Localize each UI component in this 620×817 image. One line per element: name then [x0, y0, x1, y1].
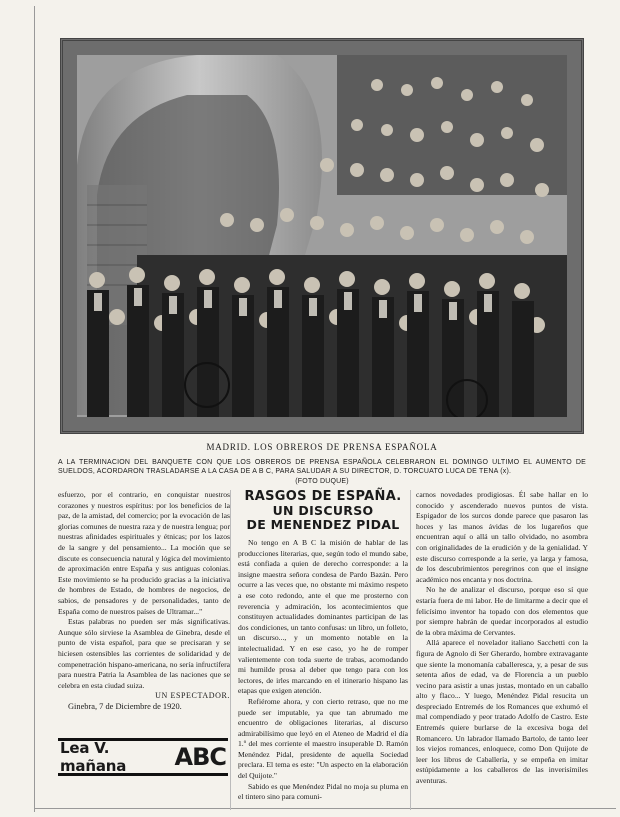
photo-illustration: [77, 55, 567, 417]
headline-line-3: DE MENENDEZ PIDAL: [246, 517, 400, 532]
article-right-paragraph: No he de analizar el discurso, porque eso sí que estaría fuera de mi labor. He de limitarme a decir que el felicísimo inventor ha topado con dos elementos que por siempre habrán de quedar incorporados al estudio de la obra máxima de Cervantes.: [416, 585, 588, 637]
article-center-body: [238, 538, 408, 803]
advertisement-text: Lea V. mañana: [60, 739, 127, 775]
column-rule-1: [230, 490, 231, 810]
article-headline: [238, 490, 408, 532]
article-signature: UN ESPECTADOR.: [155, 691, 230, 701]
photo-caption-title: MADRID. LOS OBREROS DE PRENSA ESPAÑOLA: [206, 442, 438, 452]
photo-caption-text: A LA TERMINACION DEL BANQUETE CON QUE LOS OBREROS DE PRENSA ESPAÑOLA CELEBRARON EL DOMINGO ULTIMO EL AUMENTO DE SUELDOS, ACORDARON TRASLADARSE A LA CASA DE A B C, PARA SALUDAR A SU DIRECTOR, D. TORCUATO LUCA DE TENA (x).: [58, 459, 586, 476]
group-photograph: [77, 55, 567, 417]
photo-credit: (FOTO DUQUE): [295, 477, 349, 485]
article-right-paragraph: Allá aparece el novelador italiano Sacchetti con la figura de Agnolo di Ser Gherardo, hombre extravagante que siente la monomanía caballeresca, y, a pesar de sus setenta años de edad, va de Florencia a un pueblo vecino para asistir a unas justas, montado en un caballo alto y flaco... Y luego, Menéndez Pidal resucita un despreciado Entremés de los Romances que exhumó el mal compendiado y peor tratado Adolfo de Castro. Este Entremés quiere burlarse de la excesiva boga del Romancero. Un labrador llamado Bartolo, de tanto leer los viejos romances, enloquece, como Don Quijote de leer los libros de Caballería, y se empeña en imitar estúpidamente a los caballeros de las inverisímiles aventuras.: [416, 638, 588, 786]
article-center-paragraph: No tengo en A B C la misión de hablar de las producciones literarias, que, según todo el mundo sabe, está confiada a quien de derecho corresponde: a la insigne maestra señora condesa de Pardo Bazán. Pero ocurre a las veces que, no obstante mi máximo respeto a ese coto redondo, ante el que me prosterno con reverencia y admiración, los acontecimientos que constituyen actualidades dominantes participan de las dos condiciones, un tanto confusas: un libro, un folleto, un discurso..., y un momento notable en la intelectualidad. Y en ese caso, yo he de romper valientemente con toda suerte de trabas, acomodando mi humilde prosa al deber que tengo para con los lectores, de irles marcando en el itinerario hispano las etapas que exigen atención.: [238, 538, 408, 696]
headline-line-2: UN DISCURSO: [272, 503, 374, 518]
article-left-column: [58, 490, 230, 712]
column-rule-2: [410, 490, 411, 810]
article-center-paragraph: Refiérome ahora, y con cierto retraso, que no me puede ser imputable, ya que tan abrumado me encuentro de obligaciones literarias, al discurso admirabilísimo que leyó en el Ateneo de Madrid el día 1.º del mes corriente el maestro insuperable D. Ramón Menéndez Pidal, presidente de aquella Sociedad preclara. El tema es este: "Un aspecto en la elaboración del Quijote.": [238, 696, 408, 781]
page-bottom-edge: [34, 808, 616, 809]
headline-line-1: RASGOS DE ESPAÑA.: [244, 489, 402, 504]
article-dateline: Ginebra, 7 de Diciembre de 1920.: [68, 701, 182, 711]
photo-frame: [60, 38, 584, 434]
article-center-column: [238, 490, 408, 803]
article-right-column: [416, 490, 588, 787]
photo-caption: [58, 458, 586, 486]
article-left-paragraph: esfuerzo, por el contrario, en conquistar nuestros corazones y nuestros espíritus: por los beneficios de la paz, de la amistad, del comercio; por la evocación de las glorias comunes de nuestra raza y de nuestra lengua; por nuestras afinidades espirituales y étnicas; por los lazos de la sangre y del pensamiento... La moción que se discute es consecuencia natural y lógica del movimiento de aproximación entre España y sus antiguas colonias. Este movimiento se ha producido gracias a la iniciativa de hombres de Estado, de hombres de negocios, de sabios, de pensadores y de personalidades, tanto de España como de nuestros países de Ultramar...": [58, 490, 230, 616]
abc-logo: ABC: [174, 743, 226, 771]
article-right-paragraph: carnos novedades prodigiosas. Él sabe hallar en lo conocido y ascenderado nuevos puntos de vista. Espigador de los surcos donde parece que pasaron las hoces y las manos ávidas de los lugareños que encuentran aquí o allá un tallo olvidado, no asombra con originalidades de la erudición y de la genialidad. Y este discurso corresponde a la serie, ya larga y famosa, de los descubrimientos peregrinos con que el insigne académico nos encanta y nos doctrina.: [416, 490, 588, 584]
article-center-paragraph: Sabido es que Menéndez Pidal no moja su pluma en el tintero sino para comuni-: [238, 781, 408, 802]
article-left-paragraph: Estas palabras no pueden ser más significativas. Aunque sólo sirviese la Asamblea de Ginebra, desde el punto de vista español, para que se precisaran y se hiciesen ostensibles las corrientes de solidaridad y de compenetración hispano-americana, no sería infructífera para nuestra Patria la Asamblea de las naciones que se celebra en esta ciudad suiza.: [58, 617, 230, 690]
advertisement-banner: [58, 738, 228, 776]
